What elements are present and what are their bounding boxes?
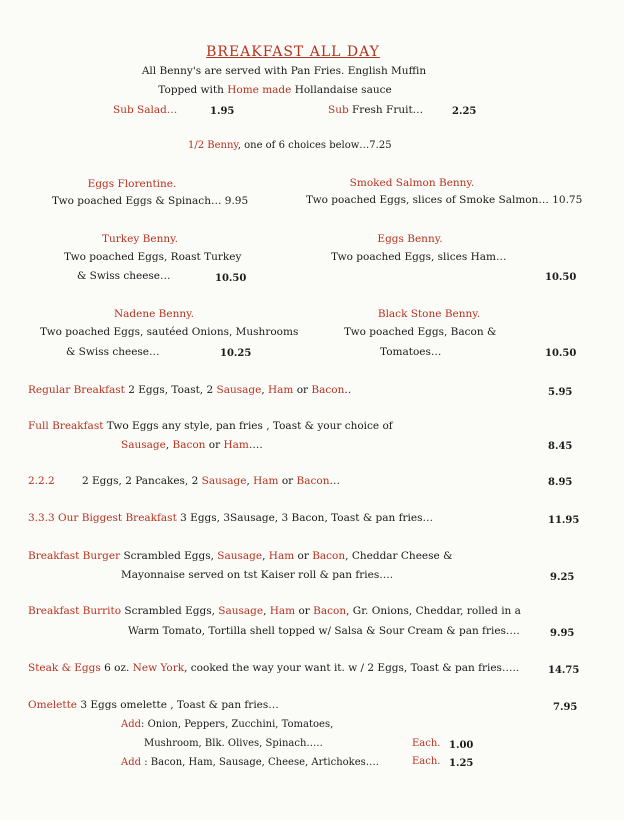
breakfast-burger-price: 9.25: [550, 572, 575, 583]
item-text: ,: [263, 605, 270, 617]
steak-eggs-line: [28, 662, 519, 674]
item-222-price: 8.95: [548, 477, 573, 488]
benny-blackstone-desc1: Two poached Eggs, Bacon &: [344, 326, 497, 338]
breakfast-burger-line1: [28, 550, 452, 562]
benny-salmon-desc: Two poached Eggs, slices of Smoke Salmon… 10.75: [306, 194, 583, 206]
item-text: Two Eggs any style, pan fries , Toast & your choice of: [103, 420, 393, 432]
omelette-add2-price: 1.25: [449, 758, 474, 769]
benny-nadene-price: 10.25: [220, 348, 252, 359]
breakfast-burrito-price: 9.95: [550, 628, 575, 639]
benny-note-line1: All Benny's are served with Pan Fries. English Muffin: [141, 65, 427, 77]
benny-florentine-desc: Two poached Eggs & Spinach… 9.95: [52, 195, 249, 207]
benny-blackstone-name: Black Stone Benny.: [377, 308, 481, 320]
item-text: ,: [246, 475, 254, 487]
item-option: Bacon: [311, 384, 345, 396]
omelette-add1-price: 1.00: [449, 740, 474, 751]
omelette-add2-each: Each.: [412, 756, 441, 767]
item-option: Sausage: [218, 605, 264, 617]
item-text: ,: [262, 550, 269, 562]
item-option: Bacon: [313, 605, 347, 617]
add-label: Add: [121, 757, 142, 768]
omelette-add1-line1: [121, 719, 333, 730]
benny-blackstone-price: 10.50: [545, 348, 577, 359]
half-benny-label: 1/2 Benny: [188, 140, 238, 151]
full-breakfast-price: 8.45: [548, 441, 573, 452]
omelette-add1-each: Each.: [412, 738, 441, 749]
full-breakfast-line2: [121, 439, 263, 451]
benny-blackstone-desc2: Tomatoes…: [380, 346, 442, 358]
sub-fruit-price: 2.25: [452, 106, 477, 117]
half-benny-text: , one of 6 choices below…7.25: [237, 140, 392, 151]
item-name: Full Breakfast: [28, 420, 104, 432]
item-text: or: [293, 384, 312, 396]
item-text: ,: [165, 439, 173, 451]
regular-breakfast-price: 5.95: [548, 387, 573, 398]
item-option: New York: [132, 662, 185, 674]
item-text: …: [329, 475, 340, 487]
item-text: , Gr. Onions, Cheddar, rolled in a: [346, 605, 521, 617]
item-text: 2 Eggs, 2 Pancakes, 2: [82, 475, 202, 487]
item-option: Ham: [268, 384, 294, 396]
omelette-line: [28, 699, 279, 711]
half-benny-line: [188, 140, 392, 151]
breakfast-burrito-line2: Warm Tomato, Tortilla shell topped w/ Salsa & Sour Cream & pan fries….: [128, 625, 520, 637]
add-label: Add: [121, 719, 142, 730]
omelette-add1-line2: Mushroom, Blk. Olives, Spinach…..: [144, 738, 323, 749]
item-name: 3.3.3 Our Biggest Breakfast: [28, 512, 177, 524]
item-option: Bacon: [312, 550, 346, 562]
item-222-line: [82, 475, 340, 487]
add-text: : Onion, Peppers, Zucchini, Tomatoes,: [141, 719, 334, 730]
item-text: 2 Eggs, Toast, 2: [124, 384, 217, 396]
item-name: Omelette: [28, 699, 78, 711]
item-text: 3 Eggs, 3Sausage, 3 Bacon, Toast & pan fries…: [176, 512, 433, 524]
item-option: Ham: [268, 550, 295, 562]
sub-salad-label: Sub Salad…: [113, 104, 178, 116]
benny-nadene-desc2: & Swiss cheese…: [66, 346, 160, 358]
item-option: Bacon: [296, 475, 330, 487]
full-breakfast-line1: [28, 420, 393, 432]
item-option: Bacon: [172, 439, 206, 451]
item-name: Steak & Eggs: [28, 662, 101, 674]
benny-florentine-name: Eggs Florentine.: [87, 178, 177, 190]
breakfast-burger-line2: Mayonnaise served on tst Kaiser roll & pan fries….: [121, 569, 394, 581]
note-text: Topped with: [158, 84, 228, 96]
omelette-add2-line: [121, 757, 379, 768]
benny-turkey-price: 10.50: [215, 273, 247, 284]
item-text: or: [278, 475, 297, 487]
item-text: , cooked the way your want it. w / 2 Eggs, Toast & pan fries…..: [184, 662, 520, 674]
item-text: 6 oz.: [100, 662, 133, 674]
item-text: Scrambled Eggs,: [120, 550, 218, 562]
sub-fruit-label: [328, 104, 423, 116]
benny-eggs-price: 10.50: [545, 272, 577, 283]
benny-turkey-desc1: Two poached Eggs, Roast Turkey: [64, 251, 242, 263]
item-name: Breakfast Burrito: [28, 605, 122, 617]
note-text: Hollandaise sauce: [291, 84, 392, 96]
benny-turkey-name: Turkey Benny.: [102, 233, 178, 245]
sub-fruit-text: Fresh Fruit…: [348, 104, 424, 116]
item-text: ,: [261, 384, 269, 396]
regular-breakfast-line: [28, 384, 351, 396]
item-option: Ham: [269, 605, 296, 617]
menu-title: BREAKFAST ALL DAY: [206, 44, 380, 60]
item-name: Breakfast Burger: [28, 550, 121, 562]
benny-salmon-name: Smoked Salmon Benny.: [349, 177, 475, 189]
benny-note-line2: [158, 84, 391, 96]
benny-turkey-desc2: & Swiss cheese…: [77, 270, 171, 282]
item-text: 3 Eggs omelette , Toast & pan fries…: [77, 699, 279, 711]
item-option: Ham: [223, 439, 249, 451]
benny-eggs-name: Eggs Benny.: [377, 233, 443, 245]
item-option: Ham: [253, 475, 279, 487]
item-text: or: [294, 550, 313, 562]
steak-eggs-price: 14.75: [548, 665, 580, 676]
item-text: ….: [248, 439, 263, 451]
note-highlight: Home made: [227, 84, 292, 96]
item-option: Sausage: [217, 550, 263, 562]
breakfast-burrito-line1: [28, 605, 521, 617]
sub-word: Sub: [328, 104, 349, 116]
item-option: Sausage: [121, 439, 166, 451]
item-text: or: [295, 605, 314, 617]
item-option: Sausage: [201, 475, 247, 487]
benny-nadene-desc1: Two poached Eggs, sautéed Onions, Mushrooms: [40, 326, 299, 338]
item-333-line: [28, 512, 433, 524]
sub-salad-price: 1.95: [210, 106, 235, 117]
item-333-price: 11.95: [548, 515, 580, 526]
item-222-name: 2.2.2: [28, 475, 55, 487]
item-name: Regular Breakfast: [28, 384, 125, 396]
item-option: Sausage: [216, 384, 262, 396]
benny-nadene-name: Nadene Benny.: [113, 308, 195, 320]
item-text: ..: [344, 384, 352, 396]
item-text: , Cheddar Cheese &: [345, 550, 453, 562]
item-text: Scrambled Eggs,: [121, 605, 219, 617]
benny-eggs-desc: Two poached Eggs, slices Ham…: [331, 251, 507, 263]
add-text: : Bacon, Ham, Sausage, Cheese, Artichokes….: [141, 757, 379, 768]
omelette-price: 7.95: [553, 702, 578, 713]
item-text: or: [205, 439, 224, 451]
